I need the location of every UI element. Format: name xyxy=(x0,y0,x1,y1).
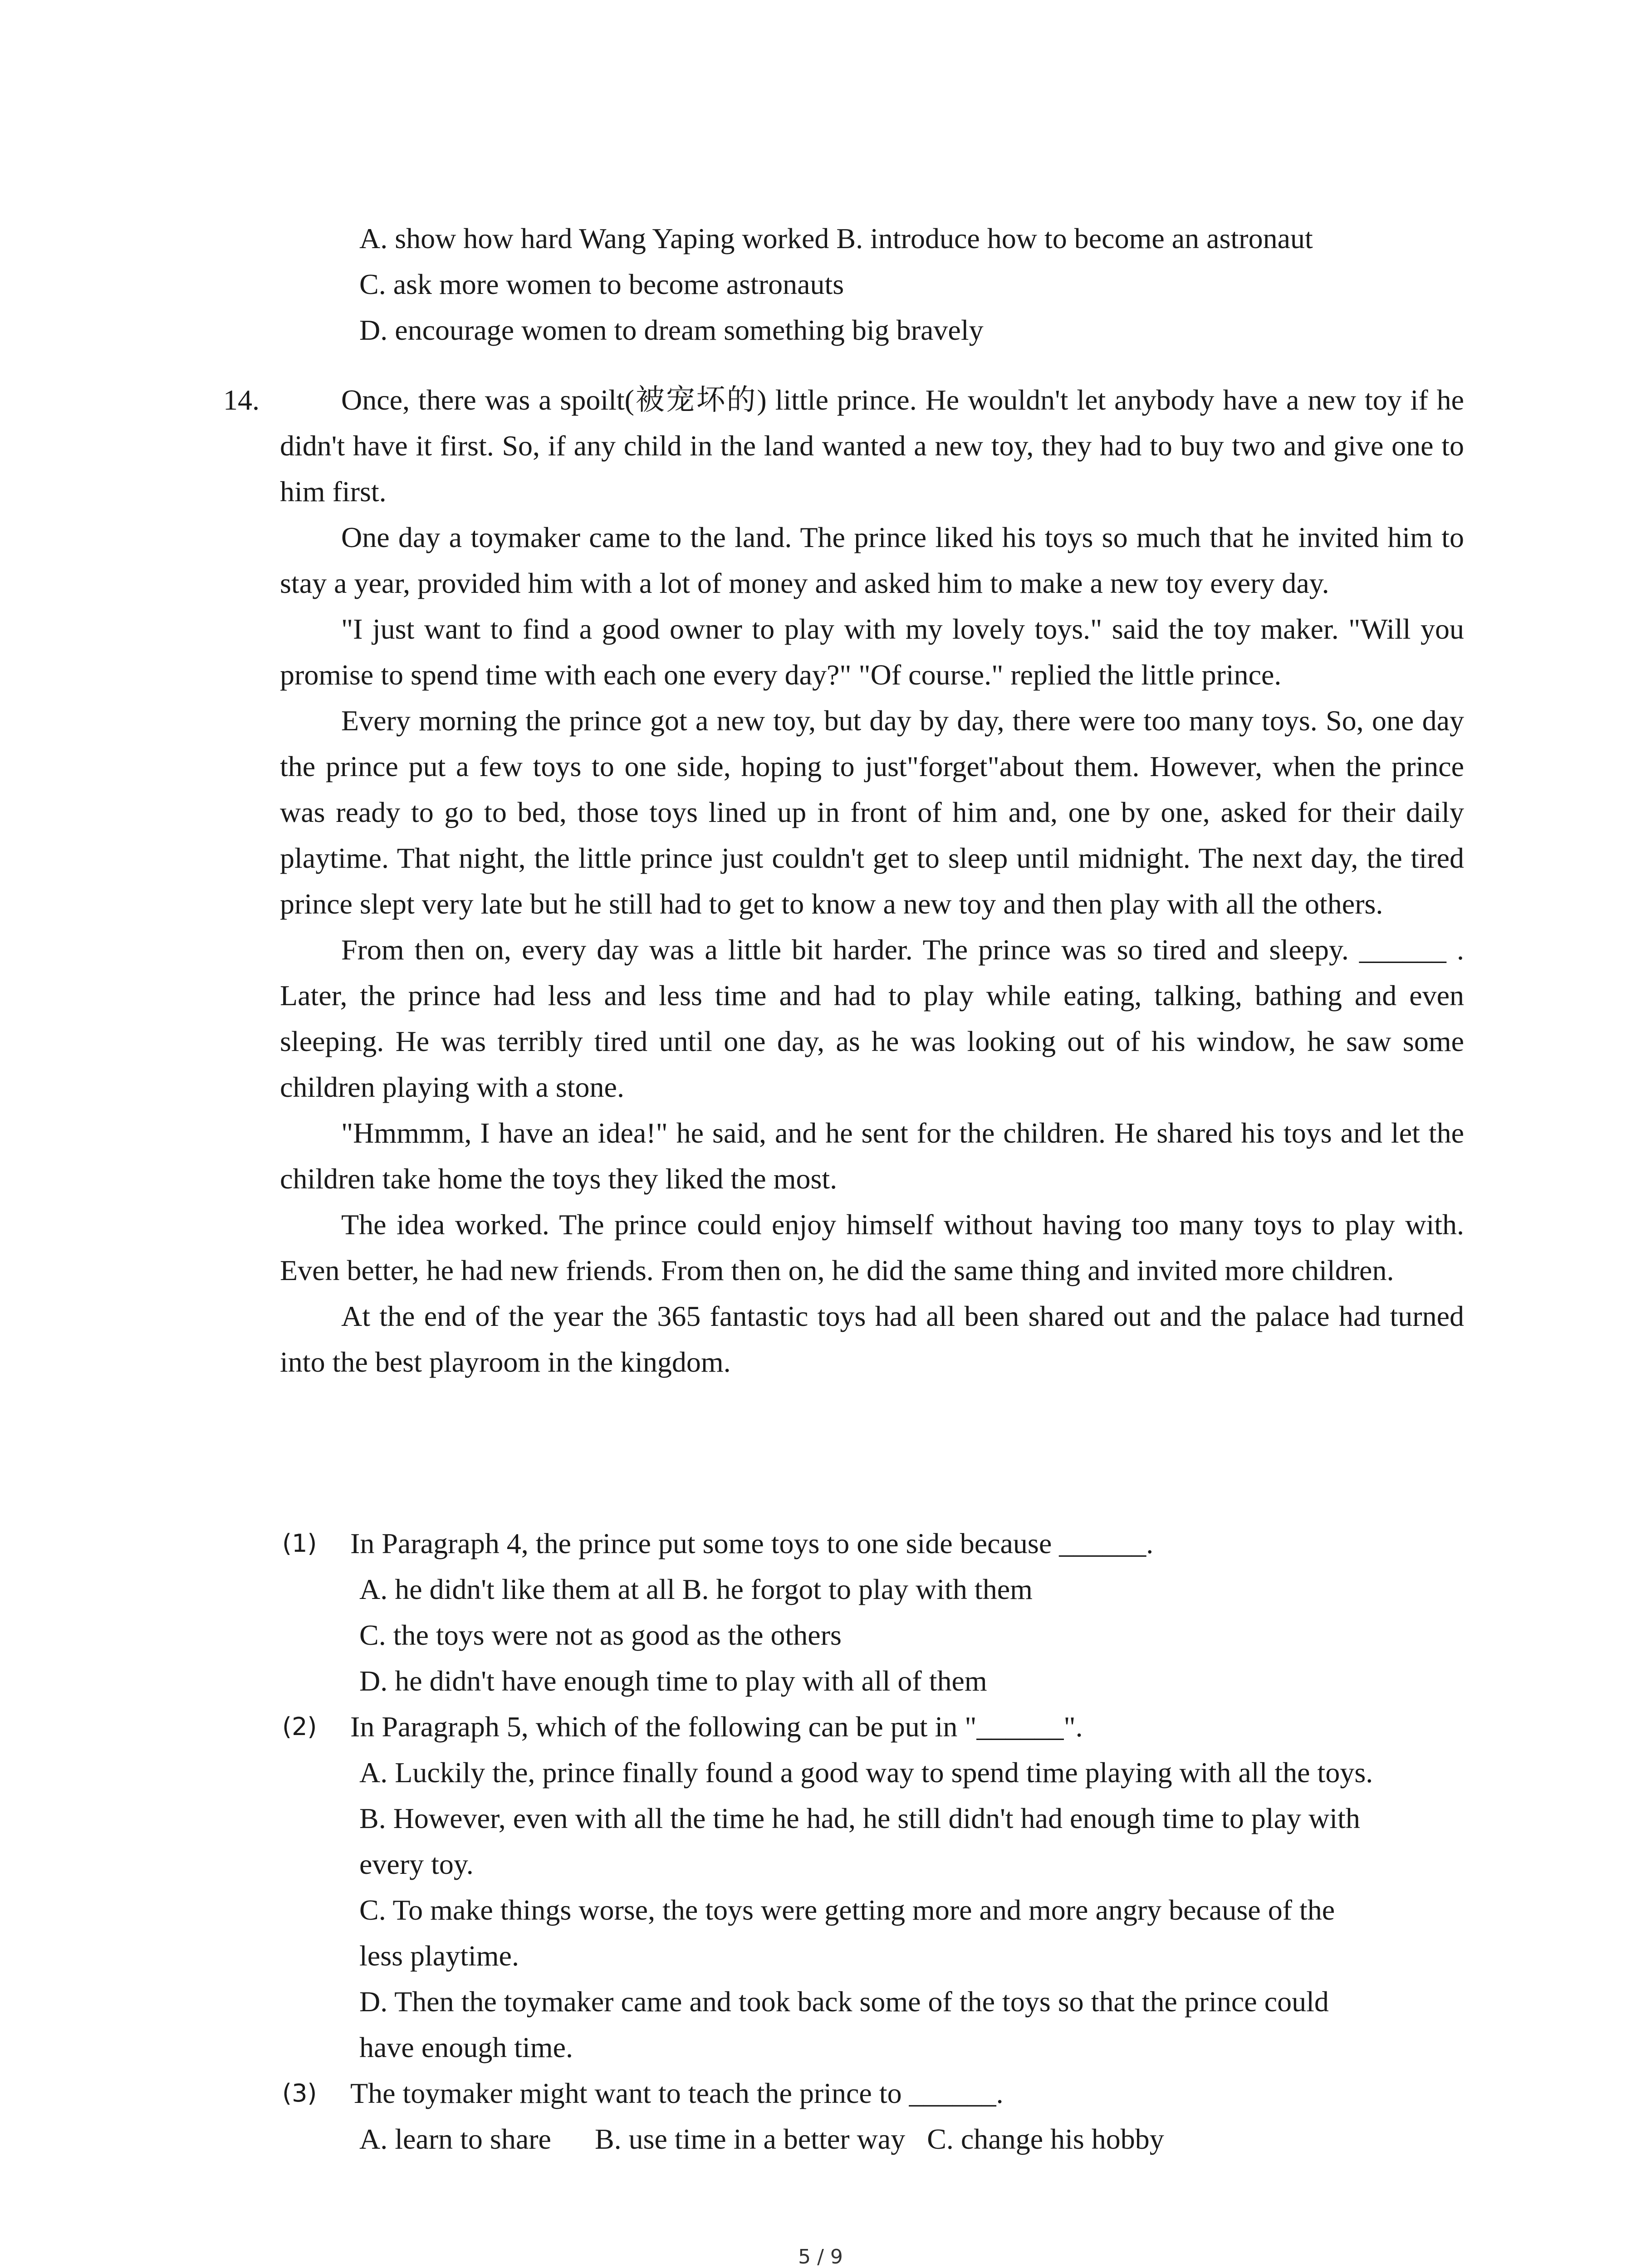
answer-option: C. the toys were not as good as the others xyxy=(359,1619,842,1651)
passage-paragraph: At the end of the year the 365 fantastic toys had all been shared out and the palace had turned into the best playroom in the kingdom. xyxy=(280,1300,1464,1378)
passage-paragraph: One day a toymaker came to the land. The prince liked his toys so much that he invited him to stay a year, provided him with a lot of money and asked him to make a new toy every day. xyxy=(280,521,1464,599)
subquestion-text: The toymaker might want to teach the prince to ______. xyxy=(350,2077,1004,2109)
prev-option-d: D. encourage women to dream something big bravely xyxy=(359,314,984,346)
answer-option: D. Then the toymaker came and took back some of the toys so that the prince could xyxy=(359,1985,1329,2018)
answer-option-continued: every toy. xyxy=(359,1848,474,1880)
answer-option: C. To make things worse, the toys were getting more and more angry because of the xyxy=(359,1894,1335,1926)
passage-paragraph: From then on, every day was a little bit harder. The prince was so tired and sleepy. ______ . Later, the prince had less and less time and had to play while eating, talking, bathing and even sleeping. He was terribly tired until one day, as he was looking out of his window, he saw some children playing with a stone. xyxy=(280,934,1464,1103)
subquestion-text: In Paragraph 5, which of the following can be put in "______". xyxy=(350,1711,1083,1743)
answer-option: A. Luckily the, prince finally found a good way to spend time playing with all the toys. xyxy=(359,1756,1373,1789)
passage-paragraph: The idea worked. The prince could enjoy himself without having too many toys to play with. Even better, he had new friends. From then on, he did the same thing and invited more children. xyxy=(280,1208,1464,1286)
subquestion-number: (2) xyxy=(282,1712,317,1741)
reading-passage xyxy=(280,377,1464,1385)
answer-option: B. However, even with all the time he had, he still didn't had enough time to play with xyxy=(359,1802,1360,1834)
prev-option-c: C. ask more women to become astronauts xyxy=(359,268,844,300)
passage-paragraph: "Hmmmm, I have an idea!" he said, and he sent for the children. He shared his toys and let the children take home the toys they liked the most. xyxy=(280,1117,1464,1195)
question-number: 14. xyxy=(223,384,260,416)
answer-option: D. he didn't have enough time to play with all of them xyxy=(359,1665,987,1697)
answer-option-continued: less playtime. xyxy=(359,1940,519,1972)
subquestion-number: (3) xyxy=(282,2079,317,2107)
subquestion-number: (1) xyxy=(282,1529,317,1558)
page-number: 5 / 9 xyxy=(798,2245,843,2268)
passage-paragraph: "I just want to find a good owner to play with my lovely toys." said the toy maker. "Will you promise to spend time with each one every day?" "Of course." replied the little prince. xyxy=(280,613,1464,691)
prev-option-ab: A. show how hard Wang Yaping worked B. introduce how to become an astronaut xyxy=(359,222,1313,254)
answer-option-continued: have enough time. xyxy=(359,2031,573,2063)
subquestion-text: In Paragraph 4, the prince put some toys to one side because ______. xyxy=(350,1527,1154,1559)
passage-paragraph: Once, there was a spoilt(被宠坏的) little prince. He wouldn't let anybody have a new toy if he didn't have it first. So, if any child in the land wanted a new toy, they had to buy two and give one to him first. xyxy=(280,384,1464,508)
passage-paragraph: Every morning the prince got a new toy, but day by day, there were too many toys. So, one day the prince put a few toys to one side, hoping to just"forget"about them. However, when the prince was ready to go to bed, those toys lined up in front of him and, one by one, asked for their daily playtime. That night, the little prince just couldn't get to sleep until midnight. The next day, the tired prince slept very late but he still had to get to know a new toy and then play with all the others. xyxy=(280,704,1464,920)
answer-option: A. learn to share B. use time in a better way C. change his hobby xyxy=(359,2123,1164,2155)
answer-option: A. he didn't like them at all B. he forgot to play with them xyxy=(359,1573,1033,1605)
